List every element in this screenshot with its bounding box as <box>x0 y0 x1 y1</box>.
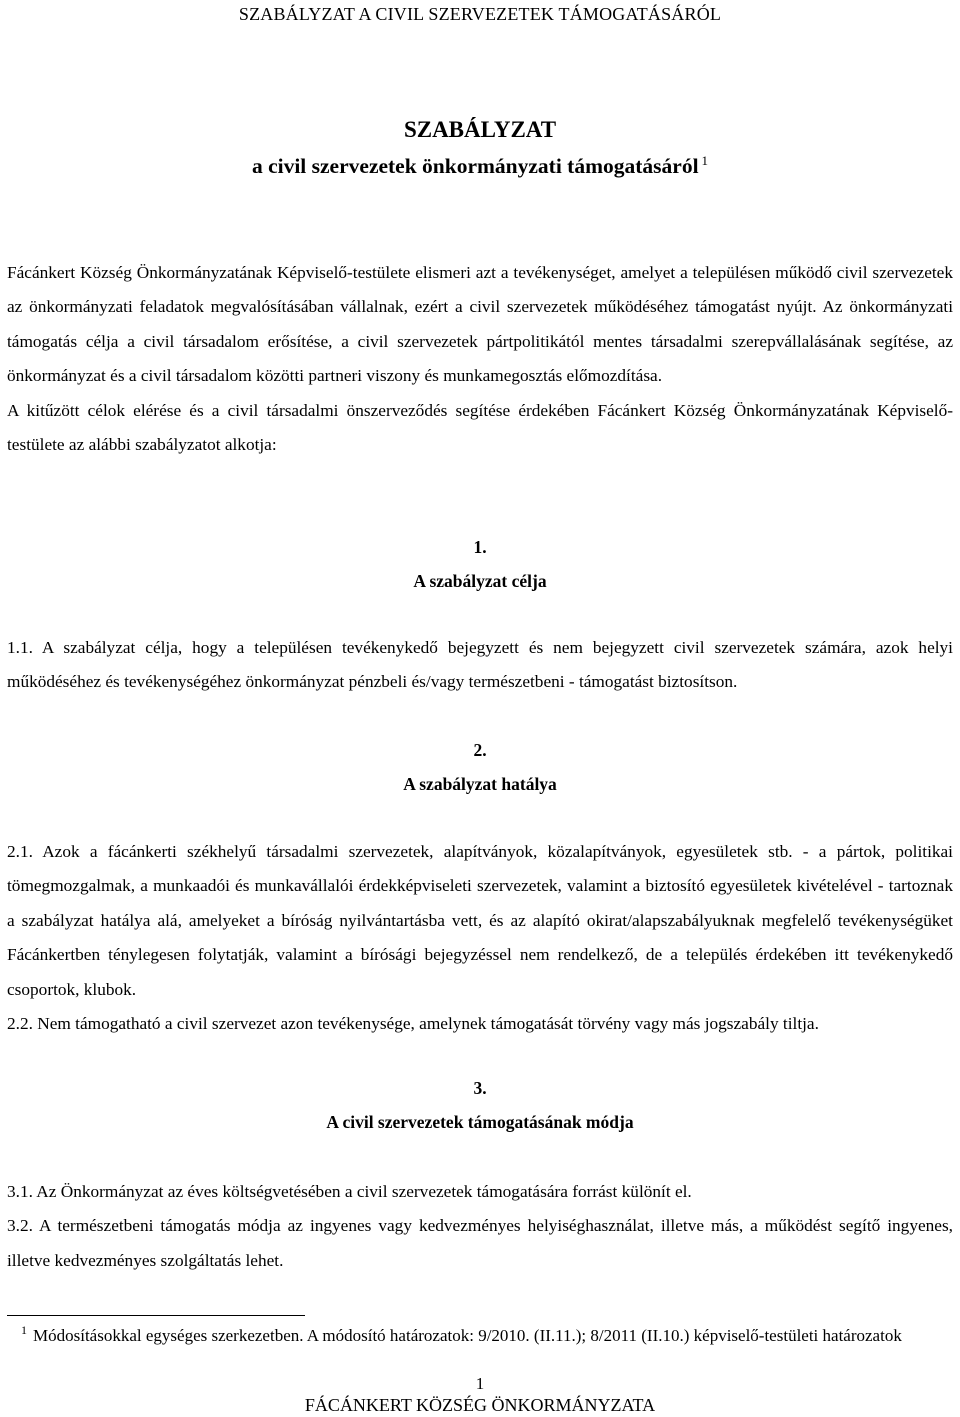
section-1-body <box>7 631 953 700</box>
preamble-paragraph-2: A kitűzött célok elérése és a civil társadalmi önszerveződés segítése érdekében Fácánkert Község Önkormányzatának Képviselő-testülete az alábbi szabályzatot alkotja: <box>7 400 953 455</box>
section-2-paragraph-2: 2.2. Nem támogatható a civil szervezet azon tevékenysége, amelynek támogatását törvény vagy más jogszabály tiltja. <box>7 1014 819 1034</box>
section-3-heading <box>0 1071 960 1139</box>
section-1-title: A szabályzat célja <box>413 571 547 591</box>
page-number: 1 <box>475 1374 485 1393</box>
section-3-number: 3. <box>473 1078 487 1098</box>
running-footer: FÁCÁNKERT KÖZSÉG ÖNKORMÁNYZATA <box>304 1395 656 1415</box>
footnote-number: 1 <box>21 1323 27 1338</box>
title-sub-text: a civil szervezetek önkormányzati támogatásáról <box>251 154 699 178</box>
section-1-heading <box>0 530 960 598</box>
section-2-body <box>7 835 953 1041</box>
section-3-paragraph-2: 3.2. A természetbeni támogatás módja az ingyenes vagy kedvezményes helyiséghasználat, illetve más, a működést segítő ingyenes, illetve kedvezményes szolgáltatás lehet. <box>7 1216 953 1270</box>
title-sub <box>0 151 960 182</box>
preamble <box>7 256 953 462</box>
section-1-number: 1. <box>473 537 487 557</box>
footnote-text: Módosításokkal egységes szerkezetben. A módosító határozatok: 9/2010. (II.11.); 8/2011 (II.10.) képviselő-testületi határozatok <box>33 1326 902 1345</box>
footnote-reference: 1 <box>701 152 709 168</box>
section-1-paragraph-1: 1.1. A szabályzat célja, hogy a településen tevékenykedő bejegyzett és nem bejegyzett civil szervezetek számára, azok helyi működéséhez és tevékenységéhez önkormányzat pénzbeli és/vagy természetbeni - támogatást biztosítson. <box>7 638 953 692</box>
section-3-title: A civil szervezetek támogatásának módja <box>326 1112 634 1132</box>
section-3-body <box>7 1175 953 1278</box>
preamble-paragraph-1: Fácánkert Község Önkormányzatának Képviselő-testülete elismeri azt a tevékenységet, amelyet a településen működő civil szervezetek az önkormányzati feladatok megvalósításában vállalnak, ezért a civil szervezetek működéséhez támogatást nyújt. Az önkormányzati támogatás célja a civil társadalom erősítése, a civil szervezetek pártpolitikától mentes társadalmi szerepvállalásának segítése, az önkormányzat és a civil társadalom közötti partneri viszony és munkamegosztás előmozdítása. <box>7 263 953 386</box>
section-3-paragraph-1: 3.1. Az Önkormányzat az éves költségvetésében a civil szervezetek támogatására forrást különít el. <box>7 1182 692 1201</box>
section-2-number: 2. <box>473 740 487 760</box>
running-header: SZABÁLYZAT A CIVIL SZERVEZETEK TÁMOGATÁSÁRÓL <box>238 4 722 24</box>
section-2-heading <box>0 733 960 801</box>
section-2-paragraph-1: 2.1. Azok a fácánkerti székhelyű társadalmi szervezetek, alapítványok, közalapítványok, egyesületek stb. - a pártok, politikai tömegmozgalmak, a munkaadói és munkavállalói érdekképviseleti szervezetek, valamint a biztosító egyesületek kivételével - tartoznak a szabályzat hatálya alá, amelyeket a bíróság nyilvántartásba vett, és az alapító okirat/alapszabályuknak megfelelő tevékenységüket Fácánkertben ténylegesen folytatják, valamint a bírósági bejegyzéssel nem rendelkező, de a település érdekében itt tevékenykedő csoportok, klubok. <box>7 842 953 999</box>
footnote-separator <box>7 1315 305 1316</box>
title-main: SZABÁLYZAT <box>403 117 557 142</box>
footnote <box>7 1324 953 1348</box>
section-2-title: A szabályzat hatálya <box>403 774 557 794</box>
document-title <box>0 114 960 182</box>
